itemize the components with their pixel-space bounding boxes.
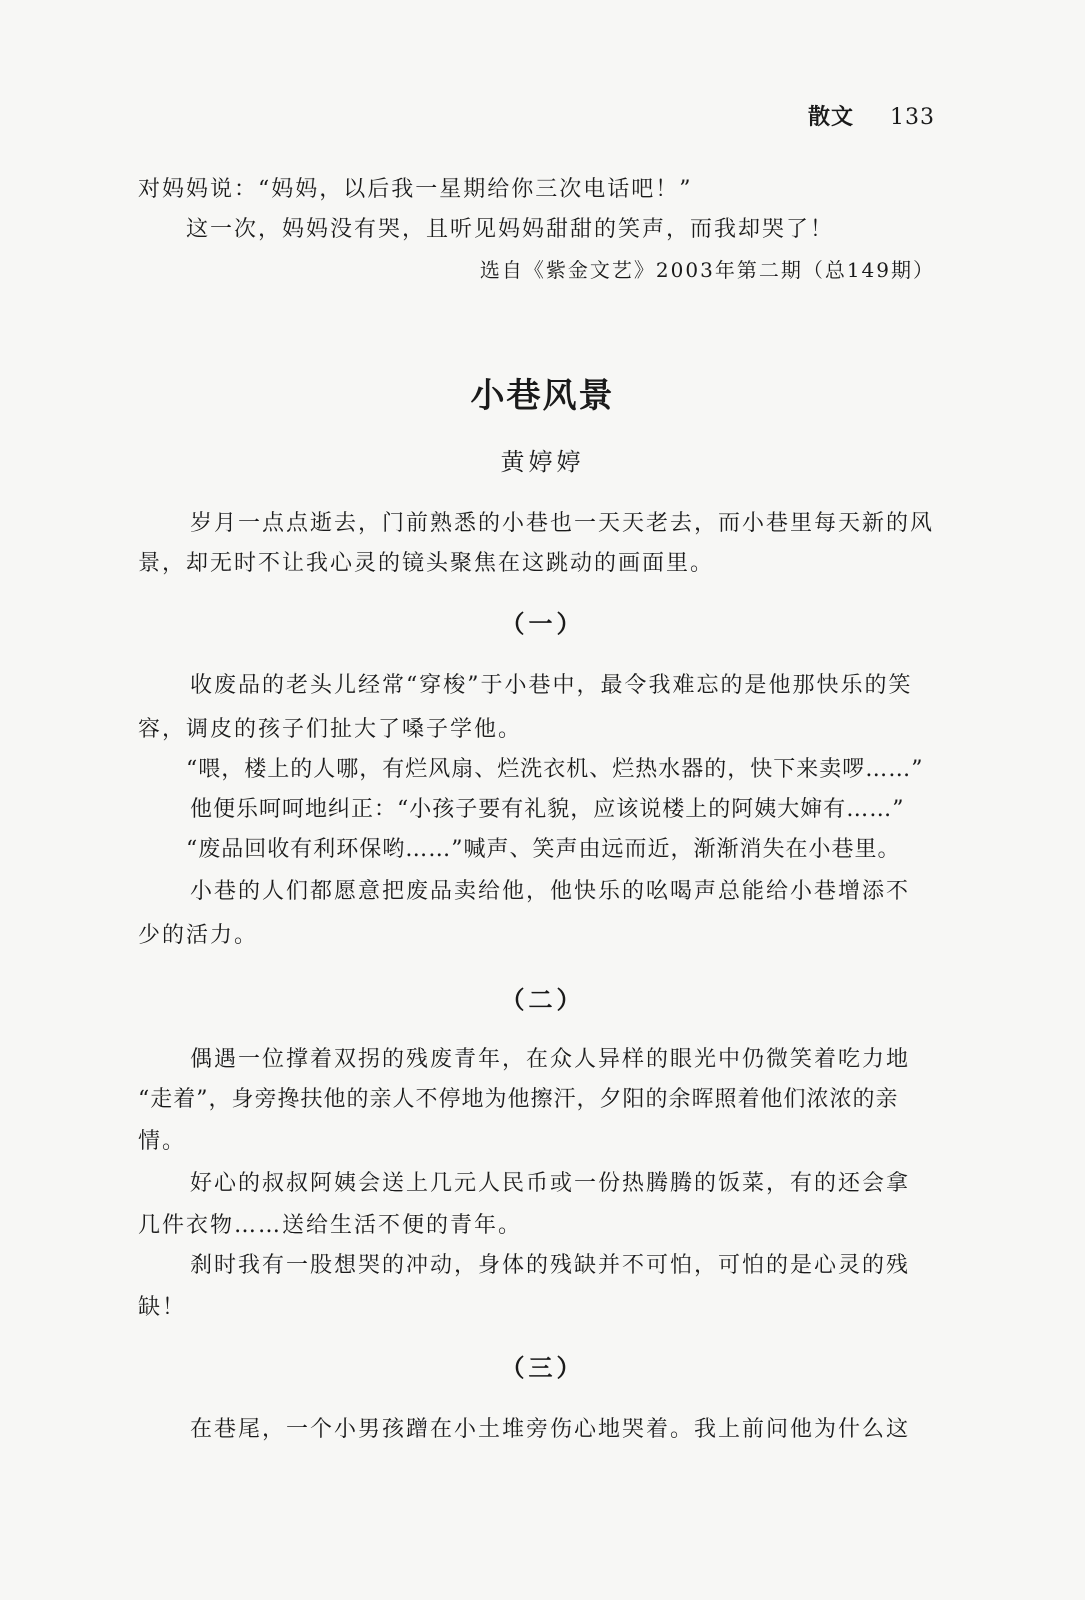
paragraph-line: 景，却无时不让我心灵的镜头聚焦在这跳动的画面里。 (138, 551, 715, 576)
prev-article-line: 这一次，妈妈没有哭，且听见妈妈甜甜的笑声，而我却哭了！ (186, 217, 835, 242)
paragraph-line: 几件衣物……送给生活不便的青年。 (138, 1213, 523, 1238)
section-heading: （三） (500, 1353, 585, 1382)
paragraph-line: “走着”，身旁搀扶他的亲人不停地为他擦汗，夕阳的余晖照着他们浓浓的亲 (138, 1087, 899, 1112)
paragraph-line: “废品回收有利环保哟……”喊声、笑声由远而近，渐渐消失在小巷里。 (186, 837, 901, 862)
paragraph-line: 收废品的老头儿经常“穿梭”于小巷中，最令我难忘的是他那快乐的笑 (190, 673, 913, 698)
paragraph-line: “喂，楼上的人哪，有烂风扇、烂洗衣机、烂热水器的，快下来卖啰……” (186, 757, 924, 782)
paragraph-line: 偶遇一位撑着双拐的残废青年，在众人异样的眼光中仍微笑着吃力地 (190, 1047, 911, 1072)
article-author: 黄婷婷 (500, 448, 585, 476)
running-header (808, 100, 935, 131)
paragraph-line: 岁月一点点逝去，门前熟悉的小巷也一天天老去，而小巷里每天新的风 (190, 511, 935, 536)
paragraph-line: 好心的叔叔阿姨会送上几元人民币或一份热腾腾的饭菜，有的还会拿 (190, 1171, 911, 1196)
prev-article-line: 对妈妈说：“妈妈，以后我一星期给你三次电话吧！” (138, 177, 693, 202)
page-number: 133 (890, 105, 935, 130)
paragraph-line: 情。 (138, 1129, 187, 1154)
paragraph-line: 小巷的人们都愿意把废品卖给他，他快乐的吆喝声总能给小巷增添不 (190, 879, 911, 904)
paragraph-line: 在巷尾，一个小男孩蹭在小土堆旁伤心地哭着。我上前问他为什么这 (190, 1417, 911, 1442)
prev-article-source: 选自《紫金文艺》2003年第二期（总149期） (479, 258, 935, 282)
paragraph-line: 他便乐呵呵地纠正：“小孩子要有礼貌，应该说楼上的阿姨大婶有……” (190, 797, 905, 822)
paragraph-line: 容，调皮的孩子们扯大了嗓子学他。 (138, 717, 523, 742)
paragraph-line: 少的活力。 (138, 923, 259, 948)
article-title: 小巷风景 (470, 376, 615, 416)
paragraph-line: 刹时我有一股想哭的冲动，身体的残缺并不可怕，可怕的是心灵的残 (190, 1253, 911, 1278)
header-section-name: 散文 (807, 104, 854, 130)
section-heading: （一） (500, 609, 585, 638)
paragraph-line: 缺！ (138, 1295, 187, 1320)
section-heading: （二） (500, 985, 585, 1014)
